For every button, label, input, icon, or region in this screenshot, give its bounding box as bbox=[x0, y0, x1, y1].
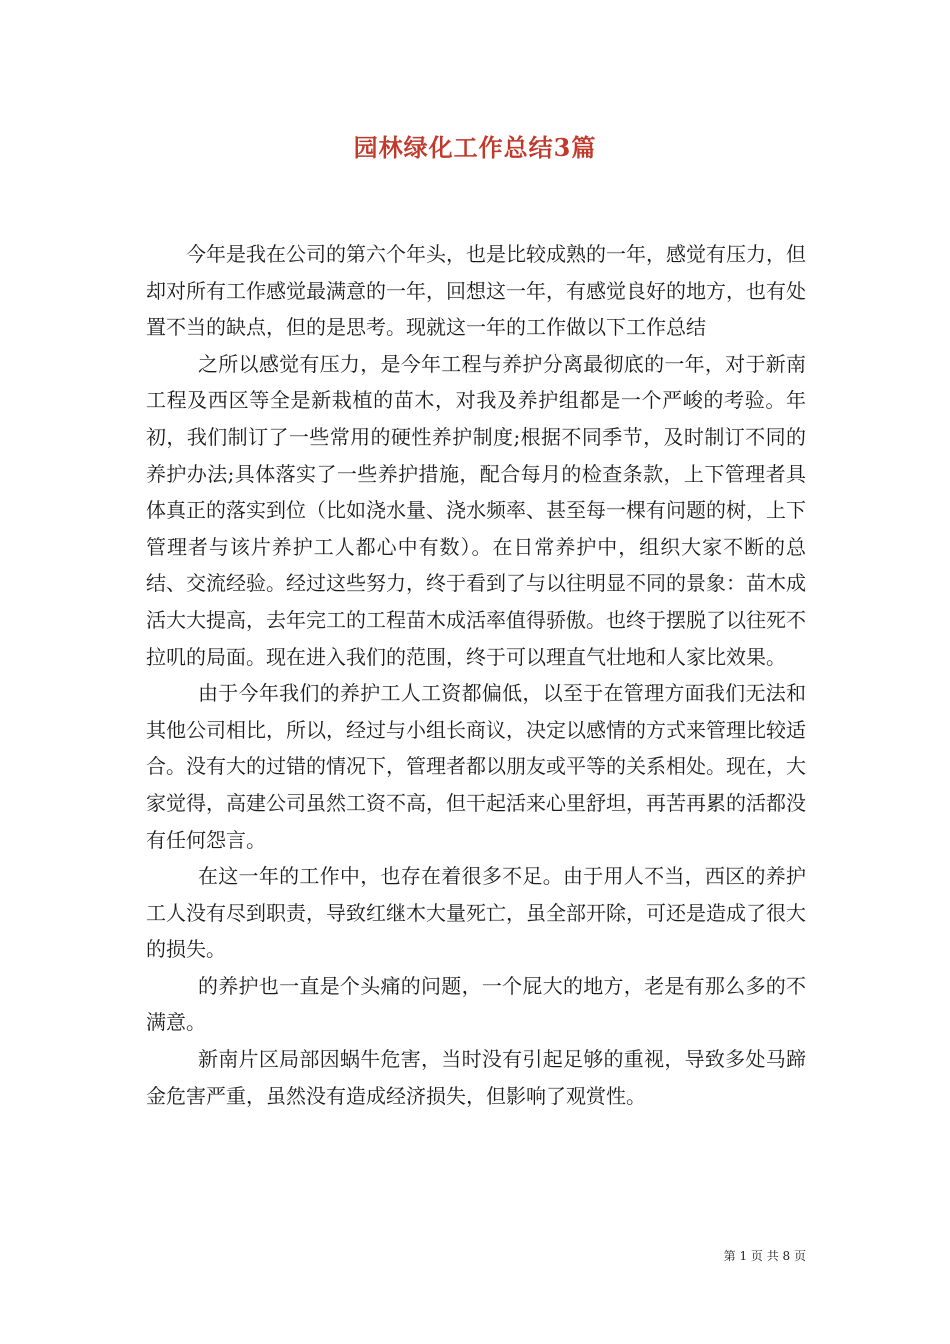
paragraph-pressure: 之所以感觉有压力，是今年工程与养护分离最彻底的一年，对于新南工程及西区等全是新栽植的苗木，对我及养护组都是一个严峻的考验。年初，我们制订了一些常用的硬性养护制度;根据不同季节，及时制订不同的养护办法;具体落实了一些养护措施，配合每月的检查条款，上下管理者具体真正的落实到位（比如浇水量、浇水频率、甚至每一棵有问题的树，上下管理者与该片养护工人都心中有数）。在日常养护中，组织大家不断的总结、交流经验。经过这些努力，终于看到了与以往明显不同的景象：苗木成活大大提高，去年完工的工程苗木成活率值得骄傲。也终于摆脱了以往死不拉叽的局面。现在进入我们的范围，终于可以理直气壮地和人家比效果。 bbox=[146, 351, 806, 669]
paragraph-management: 由于今年我们的养护工人工资都偏低，以至于在管理方面我们无法和其他公司相比，所以，经过与小组长商议，决定以感情的方式来管理比较适合。没有大的过错的情况下，管理者都以朋友或平等的关系相处。现在，大家觉得，高建公司虽然工资不高，但干起活来心里舒坦，再苦再累的活都没有任何怨言。 bbox=[146, 681, 806, 852]
paragraph-shortcomings: 在这一年的工作中，也存在着很多不足。由于用人不当，西区的养护工人没有尽到职责，导致红继木大量死亡，虽全部开除，可还是造成了很大的损失。 bbox=[146, 864, 806, 962]
document-body bbox=[146, 236, 806, 1114]
paragraph-intro: 今年是我在公司的第六个年头，也是比较成熟的一年，感觉有压力，但却对所有工作感觉最满意的一年，回想这一年，有感觉良好的地方，也有处置不当的缺点，但的是思考。现就这一年的工作做以下工作总结 bbox=[146, 242, 806, 340]
paragraph-maintenance: 的养护也一直是个头痛的问题，一个屁大的地方，老是有那么多的不满意。 bbox=[146, 973, 806, 1035]
page-number-footer: 第 1 页 共 8 页 bbox=[723, 1249, 806, 1263]
paragraph-snail-damage: 新南片区局部因蜗牛危害，当时没有引起足够的重视，导致多处马蹄金危害严重，虽然没有造成经济损失，但影响了观赏性。 bbox=[146, 1047, 806, 1108]
document-title: 园林绿化工作总结3篇 bbox=[353, 133, 597, 162]
